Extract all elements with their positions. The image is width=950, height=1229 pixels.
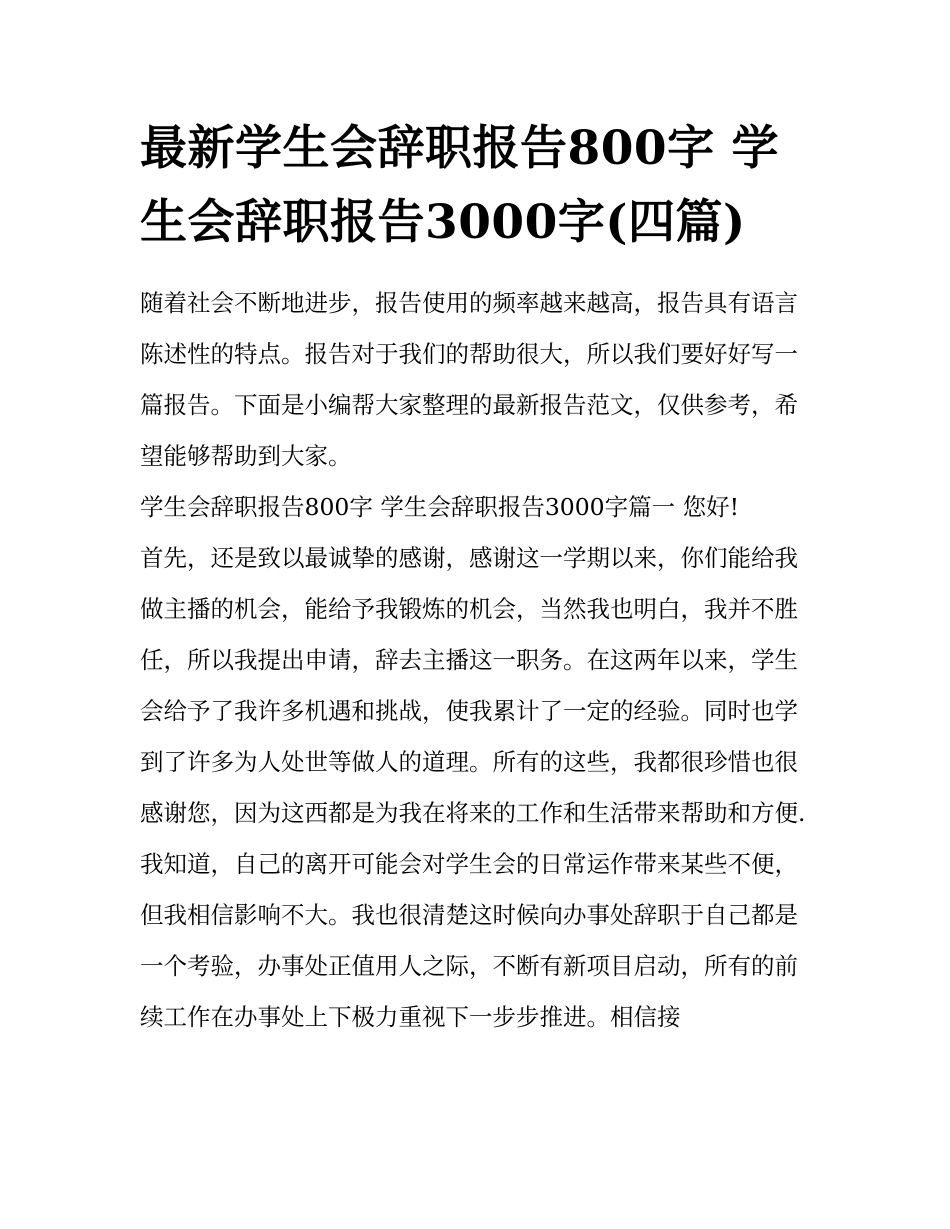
paragraph-impact: 我知道，自己的离开可能会对学生会的日常运作带来某些不便，但我相信影响不大。我也很清楚这时候向办事处辞职于自己都是一个考验，办事处正值用人之际，不断有新项目启动，所有的前续工作在办事处上下极力重视下一步步推进。相信接 [140,850,798,1031]
paragraph-intro: 随着社会不断地进步，报告使用的频率越来越高，报告具有语言陈述性的特点。报告对于我们的帮助很大，所以我们要好好写一篇报告。下面是小编帮大家整理的最新报告范文，仅供参考，希望能够帮助到大家。 [140,289,798,470]
paragraph-heading-part-one: 学生会辞职报告800字 学生会辞职报告3000字篇一 您好! [140,493,740,521]
document-body [140,278,818,1043]
paragraph-gratitude: 首先，还是致以最诚挚的感谢，感谢这一学期以来，你们能给我做主播的机会，能给予我锻炼的机会，当然我也明白，我并不胜任，所以我提出申请，辞去主播这一职务。在这两年以来，学生会给予了我许多机遇和挑战，使我累计了一定的经验。同时也学到了许多为人处世等做人的道理。所有的这些，我都很珍惜也很感谢您，因为这西都是为我在将来的工作和生活带来帮助和方便. [140,544,806,827]
document-title: 最新学生会辞职报告800字 学生会辞职报告3000字(四篇) [140,121,779,250]
